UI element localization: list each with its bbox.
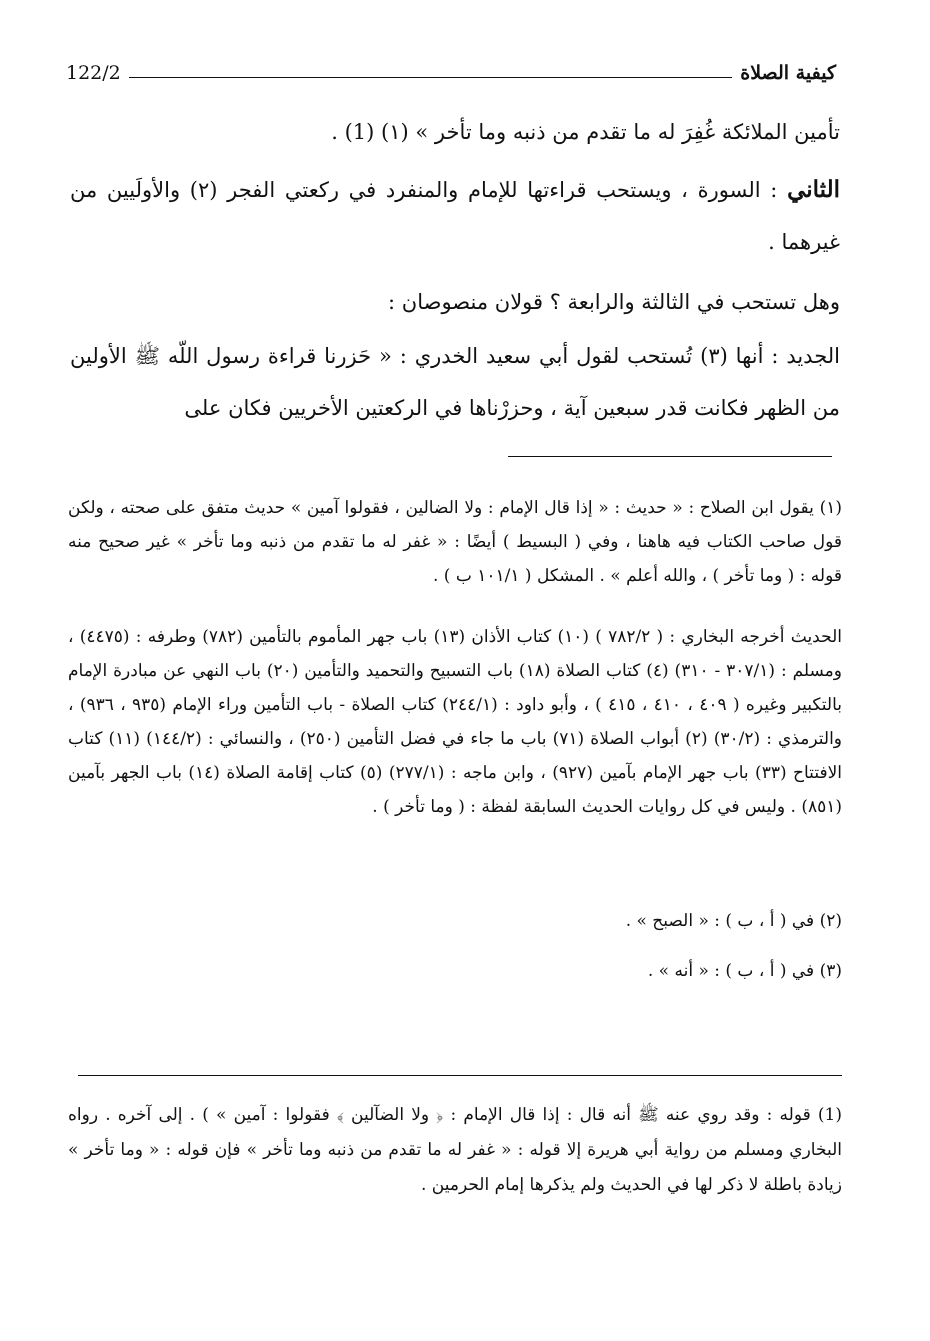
main-paragraph-2 xyxy=(70,164,840,268)
paragraph-text: وهل تستحب في الثالثة والرابعة ؟ قولان منصوصان : xyxy=(388,290,840,314)
paragraph-body: : السورة ، ويستحب قراءتها للإمام والمنفرد في ركعتي الفجر (٢) والأولَيين من غيرهما . xyxy=(70,178,840,254)
footnote-text: (٢) في ( أ ، ب ) : « الصبح » . xyxy=(625,911,842,931)
section-lead-word: الثاني xyxy=(787,176,840,203)
main-paragraph-1 xyxy=(70,106,840,158)
footnote-1 xyxy=(68,491,842,593)
main-paragraph-4 xyxy=(70,330,840,434)
paragraph-text xyxy=(70,164,840,268)
editor-note-divider xyxy=(78,1075,842,1076)
page-number: 122/2 xyxy=(66,62,121,84)
footnote-text: الحديث أخرجه البخاري : ( ٧٨٢/٢ ) (١٠) كتاب الأذان (١٣) باب جهر المأموم بالتأمين (٧٨٢) وطرفه : (٤٤٧٥) ، ومسلم : (٣٠٧/١ - ٣١٠) (٤) كتاب الصلاة (١٨) باب التسبيح والتحميد والتأمين (٢٠) باب النهي عن مبادرة الإمام بالتكبير وغيره ( ٤٠٩ ، ٤١٠ ، ٤١٥ ) ، وأبو داود : (٢٤٤/١) كتاب الصلاة - باب التأمين وراء الإمام (٩٣٥ ، ٩٣٦) ، والترمذي : (٣٠/٢) (٢) أبواب الصلاة (٧١) باب ما جاء في فضل التأمين (٢٥٠) ، والنسائي : (١٤٤/٢) (١١) كتاب الافتتاح (٣٣) باب جهر الإمام بآمين (٩٢٧) ، وابن ماجه : (٢٧٧/١) (٥) كتاب إقامة الصلاة (١٤) باب الجهر بآمين (٨٥١) . وليس في كل روايات الحديث السابقة لفظة : ( وما تأخر ) . xyxy=(68,627,843,817)
footnote-1-takhrij xyxy=(68,620,842,824)
main-paragraph-3 xyxy=(70,276,840,328)
footnote-3 xyxy=(68,954,842,988)
footnote-text: (٣) في ( أ ، ب ) : « أنه » . xyxy=(647,961,842,981)
header-rule xyxy=(129,77,732,78)
chapter-title: كيفية الصلاة xyxy=(740,62,836,84)
paragraph-text: تأمين الملائكة غُفِرَ له ما تقدم من ذنبه وما تأخر » (١) (1) . xyxy=(331,120,840,144)
footnote-2 xyxy=(68,904,842,938)
footnote-divider xyxy=(508,456,832,457)
editor-note-text: (1) قوله : وقد روي عنه ﷺ أنه قال : إذا قال الإمام : ﴿ ولا الضآلين ﴾ فقولوا : آمين » ) . إلى آخره . رواه البخاري ومسلم من رواية أبي هريرة إلا قوله : « غفر له ما تقدم من ذنبه وما تأخر » فإن قوله : « وما تأخر » زيادة باطلة لا ذكر لها في الحديث ولم يذكرها إمام الحرمين . xyxy=(68,1105,843,1195)
footnote-text: (١) يقول ابن الصلاح : « حديث : « إذا قال الإمام : ولا الضالين ، فقولوا آمين » حديث متفق على صحته ، ولكن قول صاحب الكتاب فيه هاهنا ، وفي ( البسيط ) أيضًا : « غفر له ما تقدم من ذنبه وما تأخر » غير صحيح منه قوله : ( وما تأخر ) ، والله أعلم » . المشكل ( ١٠١/١ ب ) . xyxy=(68,498,842,586)
running-header xyxy=(66,56,836,90)
editor-note xyxy=(68,1098,842,1203)
paragraph-text: الجديد : أنها (٣) تُستحب لقول أبي سعيد الخدري : « حَزرنا قراءة رسول اللّه ﷺ الأولين من الظهر فكانت قدر سبعين آية ، وحزرْناها في الركعتين الأخريين فكان على xyxy=(70,344,840,420)
